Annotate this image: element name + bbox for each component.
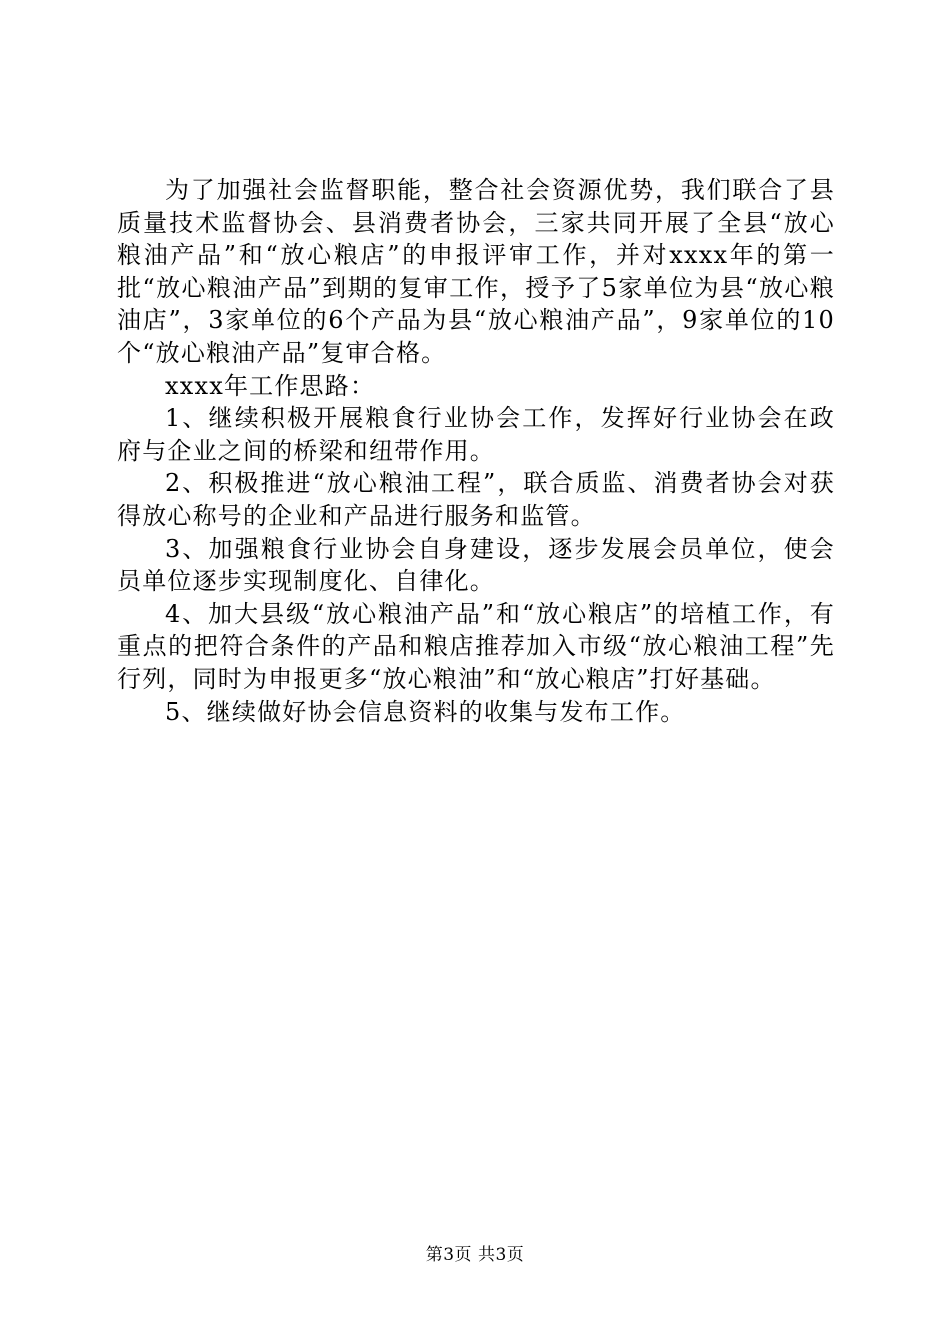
- paragraph-plan-item-2: 2、积极推进“放心粮油工程”，联合质监、消费者协会对获得放心称号的企业和产品进行服务和监管。: [117, 469, 835, 530]
- paragraph-supervision: 为了加强社会监督职能，整合社会资源优势，我们联合了县质量技术监督协会、县消费者协会，三家共同开展了全县“放心粮油产品”和“放心粮店”的申报评审工作，并对xxxx年的第一批“放心粮油产品”到期的复审工作，授予了5家单位为县“放心粮油店”，3家单位的6个产品为县“放心粮油产品”，9家单位的10个“放心粮油产品”复审合格。: [117, 176, 835, 367]
- document-body: [117, 174, 835, 728]
- page-number-footer: 第3页 共3页: [425, 1245, 525, 1265]
- paragraph-plan-item-1: 1、继续积极开展粮食行业协会工作，发挥好行业协会在政府与企业之间的桥梁和纽带作用。: [117, 404, 835, 465]
- paragraph-work-plan-heading: xxxx年工作思路：: [165, 371, 376, 400]
- paragraph-plan-item-3: 3、加强粮食行业协会自身建设，逐步发展会员单位，使会员单位逐步实现制度化、自律化。: [117, 534, 835, 596]
- paragraph-plan-item-5: 5、继续做好协会信息资料的收集与发布工作。: [165, 697, 686, 726]
- paragraph-plan-item-4: 4、加大县级“放心粮油产品”和“放心粮店”的培植工作，有重点的把符合条件的产品和粮店推荐加入市级“放心粮油工程”先行列，同时为申报更多“放心粮油”和“放心粮店”打好基础。: [117, 599, 835, 693]
